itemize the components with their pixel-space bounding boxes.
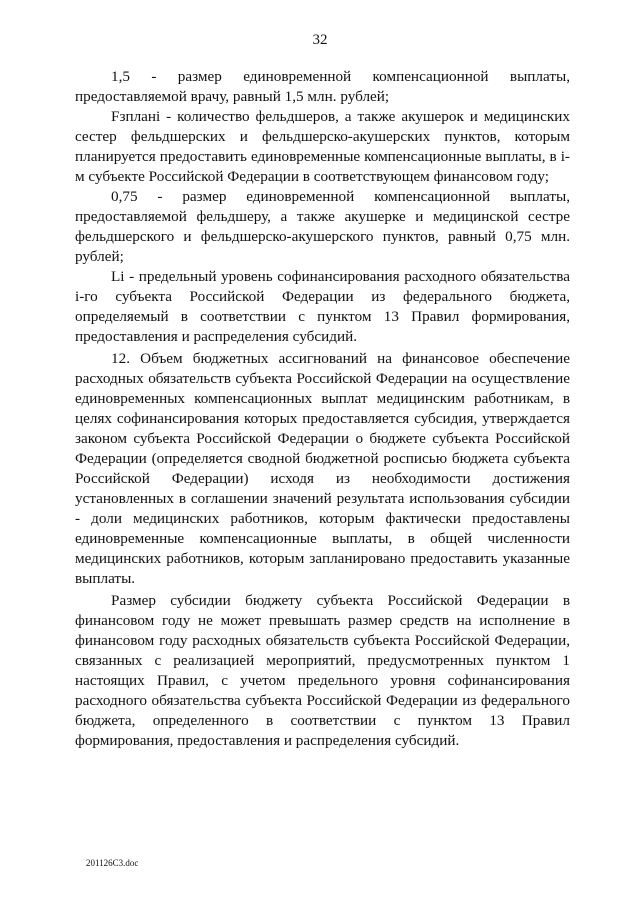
paragraph-subsidy-size: Размер субсидии бюджету субъекта Российской Федерации в финансовом году не может превышать размер средств на исполнение в финансовом году расходных обязательств субъекта Российской Федерации, связанных с реализацией мероприятий, предусмотренных пунктом 1 настоящих Правил, с учетом предельного уровня софинансирования расходного обязательства субъекта Российской Федерации из федерального бюджета, определенного в соответствии с пунктом 13 Правил формирования, предоставления и распределения субсидий. <box>75 592 570 749</box>
footer-file-code: 201126C3.doc <box>86 858 139 868</box>
document-body <box>75 67 570 751</box>
paragraph-cofinancing-level: Li - предельный уровень софинансирования расходного обязательства i-го субъекта Российской Федерации из федерального бюджета, определяемый в соответствии с пунктом 13 Правил формирования, предоставления и распределения субсидий. <box>75 268 570 345</box>
paragraph-feldsher-count: Fзпланi - количество фельдшеров, а также акушерок и медицинских сестер фельдшерских и фельдшерско-акушерских пунктов, которым планируется предоставить единовременные компенсационные выплаты, в i-м субъекте Российской Федерации в соответствующем финансовом году; <box>75 108 570 185</box>
paragraph-feldsher-payment: 0,75 - размер единовременной компенсационной выплаты, предоставляемой фельдшеру, а также акушерке и медицинской сестре фельдшерского и фельдшерско-акушерского пунктов, равный 0,75 млн. рублей; <box>75 188 570 265</box>
paragraph-12-budget-allocations: 12. Объем бюджетных ассигнований на финансовое обеспечение расходных обязательств субъекта Российской Федерации на осуществление единовременных компенсационных выплат медицинским работникам, в целях софинансирования которых предоставляется субсидия, утверждается законом субъекта Российской Федерации о бюджете субъекта Российской Федерации (определяется сводной бюджетной росписью бюджета субъекта Российской Федерации) исходя из необходимости достижения установленных в соглашении значений результата использования субсидии - доли медицинских работников, которым фактически предоставлены единовременные компенсационные выплаты, в общей численности медицинских работников, которым запланировано предоставить указанные выплаты. <box>75 350 570 587</box>
page-number: 32 <box>312 32 328 48</box>
paragraph-doctor-payment: 1,5 - размер единовременной компенсационной выплаты, предоставляемой врачу, равный 1,5 млн. рублей; <box>75 68 570 105</box>
